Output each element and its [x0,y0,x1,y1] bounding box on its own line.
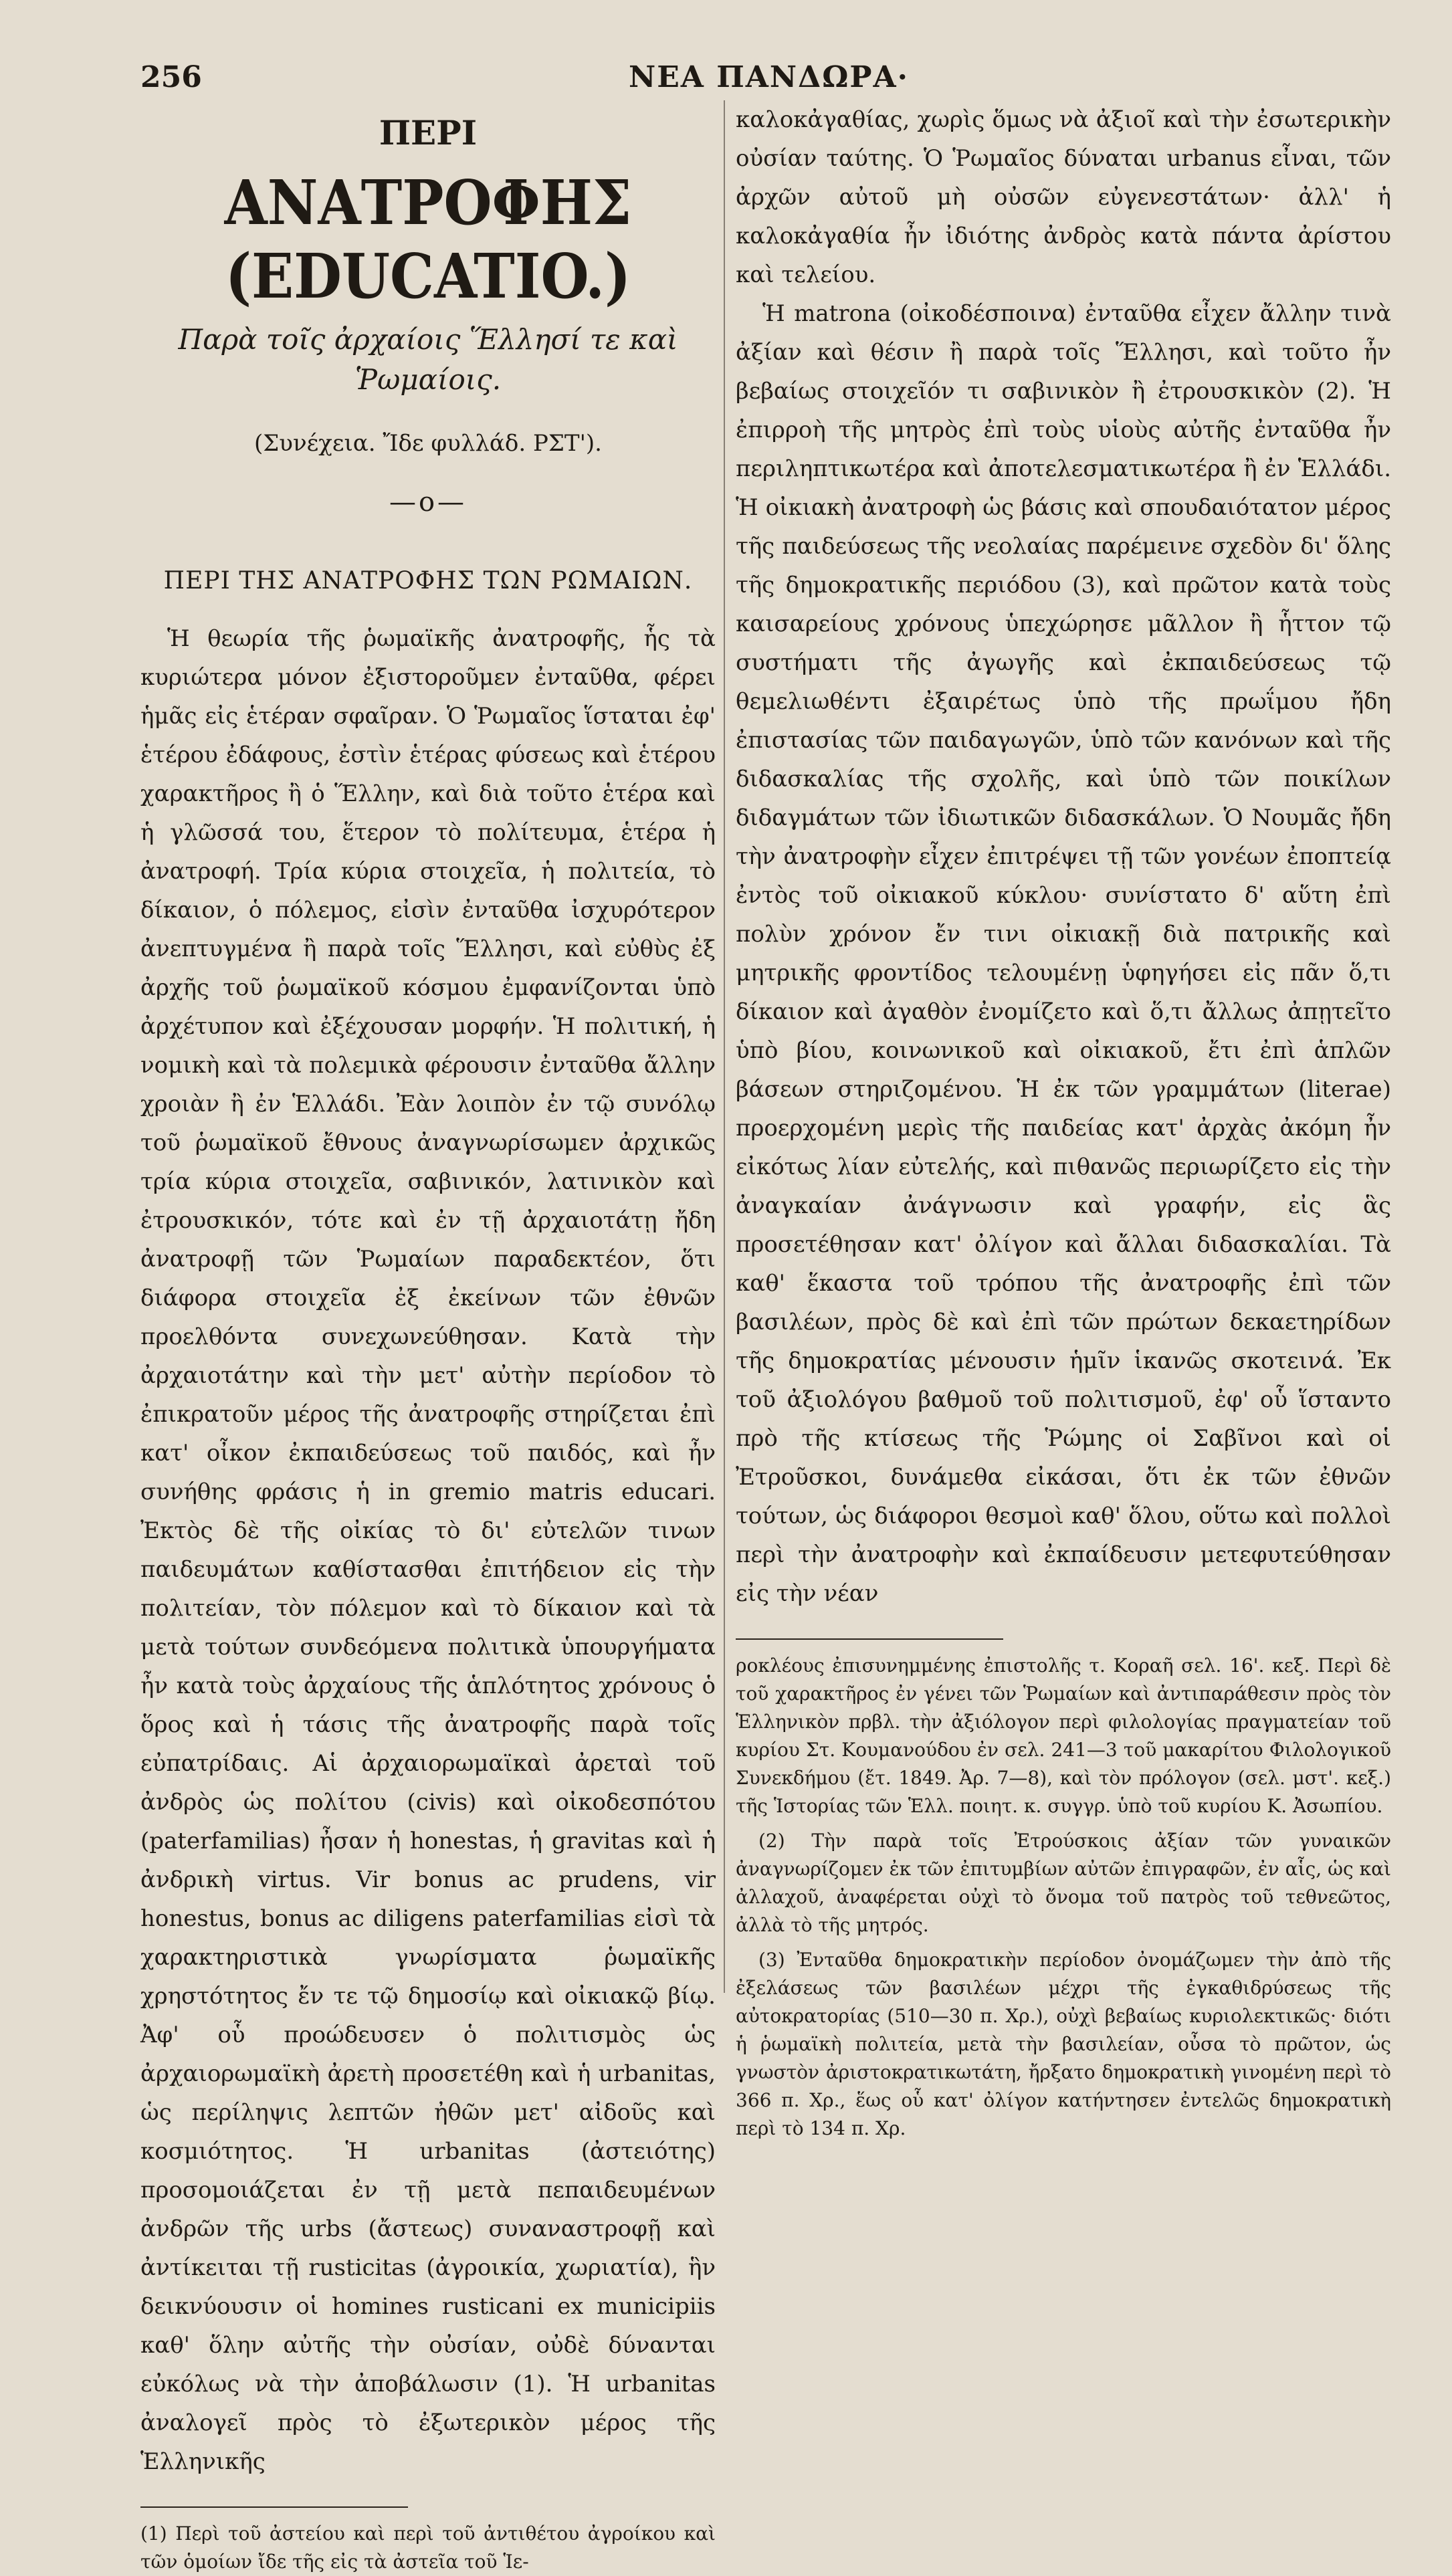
page-number: 256 [140,60,202,94]
left-column [140,107,716,2576]
right-body-text-1: καλοκἀγαθίας, χωρὶς ὅμως νὰ ἀξιοῖ καὶ τὴν ἐσωτερικὴν οὐσίαν ταύτης. Ὁ Ῥωμαῖος δύναται urbanus εἶναι, τῶν ἀρχῶν αὐτοῦ μὴ οὐσῶν εὐγενεστάτων· ἀλλ' ἡ καλοκἀγαθία ἦν ἰδιότης ἀνδρὸς κατὰ πάντα ἀρίστου καὶ τελείου. [736,106,1391,288]
footnote-rule-right [736,1638,1003,1640]
running-title: ΝΕΑ ΠΑΝΔΩΡΑ· [629,60,909,94]
right-footnote-2: (2) Τὴν παρὰ τοῖς Ἐτρούσκοις ἀξίαν τῶν γυναικῶν ἀναγνωρίζομεν ἐκ τῶν ἐπιτυμβίων αὐτῶν ἐπιγραφῶν, ἐν αἷς, ὡς καὶ ἀλλαχοῦ, ἀναφέρεται οὐχὶ τὸ ὄνομα τοῦ πατρὸς τοῦ τεθνεῶτος, ἀλλὰ τὸ τῆς μητρός. [736,1830,1391,1936]
right-body-text-2: Ἡ matrona (οἰκοδέσποινα) ἐνταῦθα εἶχεν ἄλλην τινὰ ἀξίαν καὶ θέσιν ἢ παρὰ τοῖς Ἕλλησι, καὶ τοῦτο ἦν βεβαίως στοιχεῖόν τι σαβινικὸν ἢ ἐτρουσκικὸν (2). Ἡ ἐπιρροὴ τῆς μητρὸς ἐπὶ τοὺς υἱοὺς αὐτῆς ἐνταῦθα ἦν περιληπτικωτέρα καὶ ἀποτελεσματικωτέρα ἢ ἐν Ἑλλάδι. Ἡ οἰκιακὴ ἀνατροφὴ ὡς βάσις καὶ σπουδαιότατον μέρος τῆς παιδεύσεως τῆς νεολαίας παρέμεινε σχεδὸν δι' ὅλης τῆς δημοκρατικῆς περιόδου (3), καὶ πρῶτον κατὰ τοὺς καισαρείους χρόνους ὑπεχώρησε μᾶλλον ἢ ἧττον τῷ συστήματι τῆς ἀγωγῆς καὶ ἐκπαιδεύσεως τῷ θεμελιωθέντι ἐξαιρέτως ὑπὸ τῆς πρωΐμου ἤδη ἐπιστασίας τῶν παιδαγωγῶν, ὑπὸ τῶν κανόνων καὶ τῆς διδασκαλίας τῆς σχολῆς, καὶ ὑπὸ τῶν ποικίλων διδαγμάτων τῶν ἰδιωτικῶν διδασκάλων. Ὁ Νουμᾶς ἤδη τὴν ἀνατροφὴν εἶχεν ἐπιτρέψει τῇ τῶν γονέων ἐποπτείᾳ ἐντὸς τοῦ οἰκιακοῦ κύκλου· συνίστατο δ' αὕτη ἐπὶ πολὺν χρόνον ἔν τινι οἰκιακῇ διὰ πατρικῆς καὶ μητρικῆς φροντίδος τελουμένῃ ὑφηγήσει εἰς πᾶν ὅ,τι δίκαιον καὶ ἀγαθὸν ἐνομίζετο καὶ ὅ,τι ἄλλως ἀπῃτεῖτο ὑπὸ βίου, κοινωνικοῦ καὶ οἰκιακοῦ, ἔτι ἐπὶ ἁπλῶν βάσεων στηριζομένου. Ἡ ἐκ τῶν γραμμάτων (literae) προερχομένη μερὶς τῆς παιδείας κατ' ἀρχὰς ἀκόμη ἦν εἰκότως λίαν εὐτελής, καὶ πιθανῶς περιωρίζετο εἰς τὴν ἀναγκαίαν ἀνάγνωσιν καὶ γραφήν, εἰς ἃς προσετέθησαν κατ' ὀλίγον καὶ ἄλλαι διδασκαλίαι. Τὰ καθ' ἕκαστα τοῦ τρόπου τῆς ἀνατροφῆς ἐπὶ τῶν βασιλέων, πρὸς δὲ καὶ ἐπὶ τῶν πρώτων δεκαετηρίδων τῆς δημοκρατίας μένουσιν ἡμῖν ἱκανῶς σκοτεινά. Ἐκ τοῦ ἀξιολόγου βαθμοῦ τοῦ πολιτισμοῦ, ἐφ' οὗ ἵσταντο πρὸ τῆς κτίσεως τῆς Ῥώμης οἱ Σαβῖνοι καὶ οἱ Ἐτροῦσκοι, δυνάμεθα εἰκάσαι, ὅτι ἐκ τῶν ἐθνῶν τούτων, ὡς διάφοροι θεσμοὶ καθ' ὅλου, οὕτω καὶ πολλοὶ περὶ τὴν ἀνατροφὴν καὶ ἐκπαίδευσιν μετεφυτεύθησαν εἰς τὴν νέαν [736,300,1391,1607]
page-header [134,53,1398,100]
footnote-rule [140,2506,408,2508]
right-column [736,100,1391,2143]
continuation-note: (Συνέχεια. Ἴδε φυλλάδ. ΡΣΤ'). [254,430,602,457]
column-divider [724,100,725,1993]
article-subtitle: Παρὰ τοῖς ἀρχαίοις Ἕλλησί τε καὶ Ῥωμαίοις. [178,323,678,396]
left-footnote: (1) Περὶ τοῦ ἀστείου καὶ περὶ τοῦ ἀντιθέτου ἀγροίκου καὶ τῶν ὁμοίων ἴδε τῆς εἰς τὰ ἀστεῖα τοῦ Ἱε- [140,2523,716,2573]
section-heading: ΠΕΡΙ ΤΗΣ ΑΝΑΤΡΟΦΗΣ ΤΩΝ ΡΩΜΑΙΩΝ. [163,567,693,595]
right-footnote-1: ροκλέους ἐπισυνημμένης ἐπιστολῆς τ. Κοραῆ σελ. 16'. κεξ. Περὶ δὲ τοῦ χαρακτῆρος ἐν γένει τῶν Ῥωμαίων καὶ ἀντιπαράθεσιν πρὸς τὸν Ἑλληνικὸν πρβλ. τὴν ἀξιόλογον περὶ φιλολογίας πραγματείαν τοῦ κυρίου Στ. Κουμανούδου ἐν σελ. 241—3 τοῦ μακαρίτου Φιλολογικοῦ Συνεκδήμου (ἔτ. 1849. Ἀρ. 7—8), καὶ τὸν πρόλογον (σελ. μστ'. κεξ.) τῆς Ἱστορίας τῶν Ἑλλ. ποιητ. κ. συγγρ. ὑπὸ τοῦ κυρίου Κ. Ἀσωπίου. [736,1654,1391,1817]
article-title: ΑΝΑΤΡΟΦΗΣ (EDUCATIO.) [224,167,632,312]
separator: —o— [389,487,468,518]
right-footnote-3: (3) Ἐνταῦθα δημοκρατικὴν περίοδον ὀνομάζωμεν τὴν ἀπὸ τῆς ἐξελάσεως τῶν βασιλέων μέχρι τῆς ἐγκαθιδρύσεως τῆς αὐτοκρατορίας (510—30 π. Χρ.), οὐχὶ βεβαίως κυριολεκτικῶς· διότι ἡ ῥωμαϊκὴ πολιτεία, μετὰ τὴν βασιλείαν, οὖσα τὸ πρῶτον, ὡς γνωστὸν ἀριστοκρατικωτάτη, ἤρξατο δημοκρατικὴ γινομένη περὶ τὸ 366 π. Χρ., ἕως οὗ κατ' ὀλίγον κατήντησεν ἐντελῶς δημοκρατικὴ περὶ τὸ 134 π. Χρ. [736,1949,1391,2139]
left-body-text: Ἡ θεωρία τῆς ῥωμαϊκῆς ἀνατροφῆς, ἧς τὰ κυριώτερα μόνον ἐξιστοροῦμεν ἐνταῦθα, φέρει ἡμᾶς εἰς ἑτέραν σφαῖραν. Ὁ Ῥωμαῖος ἵσταται ἐφ' ἑτέρου ἐδάφους, ἐστὶν ἑτέρας φύσεως καὶ ἑτέρου χαρακτῆρος ἢ ὁ Ἕλλην, καὶ διὰ τοῦτο ἑτέρα καὶ ἡ γλῶσσά του, ἕτερον τὸ πολίτευμα, ἑτέρα ἡ ἀνατροφή. Τρία κύρια στοιχεῖα, ἡ πολιτεία, τὸ δίκαιον, ὁ πόλεμος, εἰσὶν ἐνταῦθα ἰσχυρότερον ἀνεπτυγμένα ἢ παρὰ τοῖς Ἕλλησι, καὶ εὐθὺς ἐξ ἀρχῆς τοῦ ῥωμαϊκοῦ κόσμου ἐμφανίζονται ὑπὸ ἀρχέτυπον καὶ ἐξέχουσαν μορφήν. Ἡ πολιτική, ἡ νομικὴ καὶ τὰ πολεμικὰ φέρουσιν ἐνταῦθα ἄλλην χροιὰν ἢ ἐν Ἑλλάδι. Ἐὰν λοιπὸν ἐν τῷ συνόλῳ τοῦ ῥωμαϊκοῦ ἔθνους ἀναγνωρίσωμεν ἀρχικῶς τρία κύρια στοιχεῖα, σαβινικόν, λατινικὸν καὶ ἐτρουσκικόν, τότε καὶ ἐν τῇ ἀρχαιοτάτῃ ἤδη ἀνατροφῇ τῶν Ῥωμαίων παραδεκτέον, ὅτι διάφορα στοιχεῖα ἐξ ἐκείνων τῶν ἐθνῶν προελθόντα συνεχωνεύθησαν. Κατὰ τὴν ἀρχαιοτάτην καὶ τὴν μετ' αὐτὴν περίοδον τὸ ἐπικρατοῦν μέρος τῆς ἀνατροφῆς στηρίζεται ἐπὶ κατ' οἶκον ἐκπαιδεύσεως τοῦ παιδός, καὶ ἦν συνήθης φράσις ἡ in gremio matris educari. Ἐκτὸς δὲ τῆς οἰκίας τὸ δι' εὐτελῶν τινων παιδευμάτων καθίστασθαι ἐπιτήδειον εἰς τὴν πολιτείαν, τὸν πόλεμον καὶ τὸ δίκαιον καὶ τὰ μετὰ τούτων συνδεόμενα πολιτικὰ ὑπουργήματα ἦν κατὰ τοὺς ἀρχαίους τῆς ἁπλότητος χρόνους ὁ ὅρος καὶ ἡ τάσις τῆς ἀνατροφῆς παρὰ τοῖς εὐπατρίδαις. Αἱ ἀρχαιορωμαϊκαὶ ἀρεταὶ τοῦ ἀνδρὸς ὡς πολίτου (civis) καὶ οἰκοδεσπότου (paterfamilias) ἦσαν ἡ honestas, ἡ gravitas καὶ ἡ ἀνδρικὴ virtus. Vir bonus ac prudens, vir honestus, bonus ac diligens paterfamilias εἰσὶ τὰ χαρακτηριστικὰ γνωρίσματα ῥωμαϊκῆς χρηστότητος ἔν τε τῷ δημοσίῳ καὶ οἰκιακῷ βίῳ. Ἀφ' οὗ προώδευσεν ὁ πολιτισμὸς ὡς ἀρχαιορωμαϊκὴ ἀρετὴ προσετέθη καὶ ἡ urbanitas, ὡς περίληψις λεπτῶν ἠθῶν μετ' αἰδοῦς καὶ κοσμιότητος. Ἡ urbanitas (ἀστειότης) προσομοιάζεται ἐν τῇ μετὰ πεπαιδευμένων ἀνδρῶν τῆς urbs (ἄστεως) συναναστροφῇ καὶ ἀντίκειται τῇ rusticitas (ἀγροικία, χωριατία), ἣν δεικνύουσιν οἱ homines rusticani ex municipiis καθ' ὅλην αὐτῆς τὴν οὐσίαν, οὐδὲ δύνανται εὐκόλως νὰ τὴν ἀποβάλωσιν (1). Ἡ urbanitas ἀναλογεῖ πρὸς τὸ ἐξωτερικὸν μέρος τῆς Ἑλληνικῆς [140,625,716,2475]
title-small: ΠΕΡΙ [379,113,478,152]
